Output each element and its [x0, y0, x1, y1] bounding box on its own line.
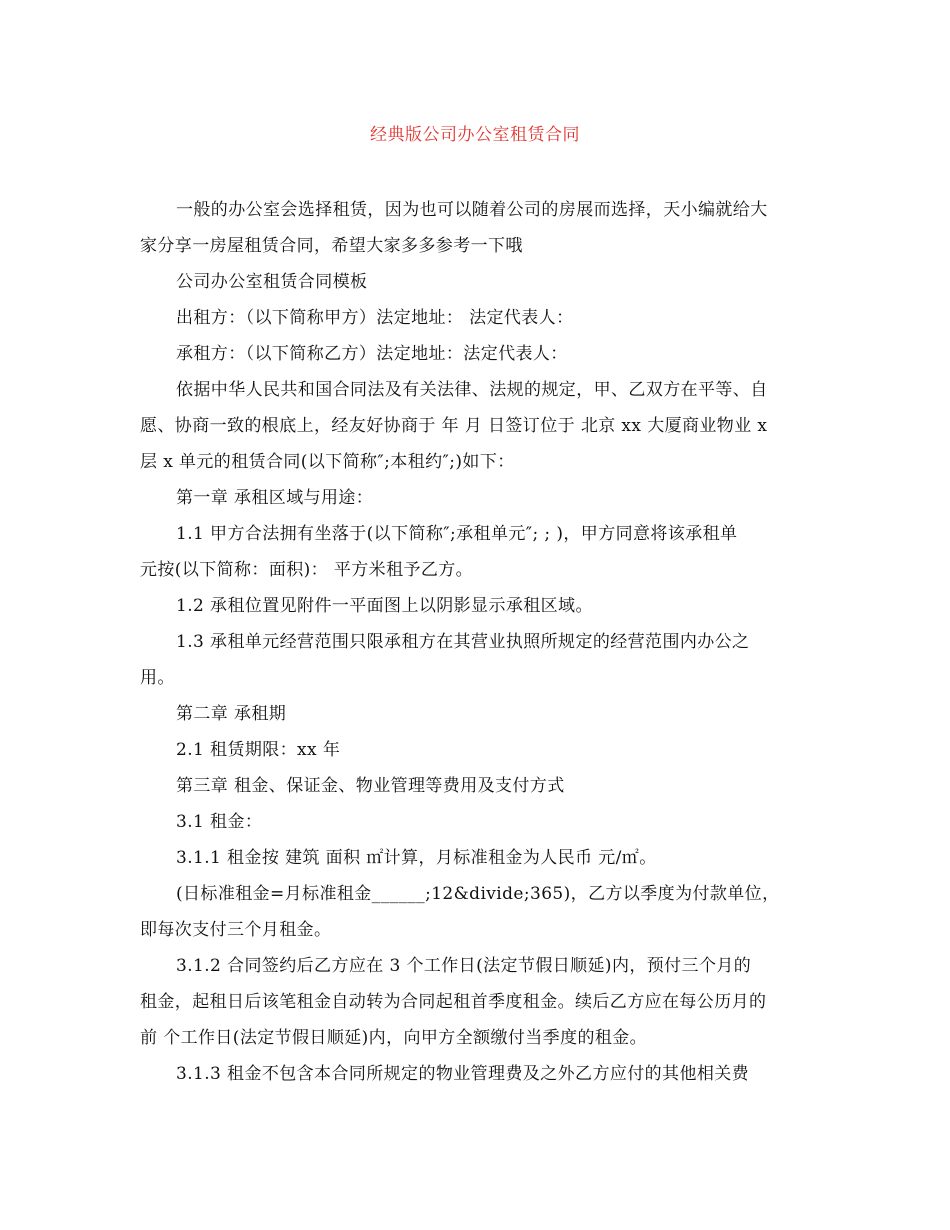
chapter-heading: 第二章 承租期: [176, 704, 287, 724]
section-heading: 公司办公室租赁合同模板: [176, 272, 368, 292]
clause-line: 用。: [140, 668, 175, 688]
body-line: 愿、协商一致的根底上，经友好协商于 年 月 日签订位于 北京 xx 大厦商业物业 x: [140, 416, 768, 436]
body-line: 层 x 单元的租赁合同(以下简称″;本租约″;)如下：: [140, 452, 515, 472]
lessor-line: 出租方：（以下简称甲方）法定地址： 法定代表人：: [176, 308, 574, 328]
document-body: [140, 192, 804, 1092]
clause-line: 1.3 承租单元经营范围只限承租方在其营业执照所规定的经营范围内办公之: [176, 632, 750, 652]
chapter-heading: 第三章 租金、保证金、物业管理等费用及支付方式: [176, 776, 565, 796]
clause-line: 3.1.1 租金按 建筑 面积 ㎡计算，月标准租金为人民币 元/㎡。: [176, 848, 657, 868]
clause-line: 元按(以下简称：面积)： 平方米租予乙方。: [140, 560, 474, 580]
clause-line: 1.1 甲方合法拥有坐落于(以下简称″;承租单元″; ; )，甲方同意将该承租单: [176, 524, 738, 544]
clause-line: 3.1 租金：: [176, 812, 263, 832]
document-title: 经典版公司办公室租赁合同: [370, 125, 580, 145]
clause-line: (日标准租金=月标准租金______;12&divide;365)，乙方以季度为付款单位，: [176, 884, 780, 904]
body-line: 家分享一房屋租赁合同，希望大家多多参考一下哦: [140, 236, 523, 256]
chapter-heading: 第一章 承租区域与用途：: [176, 488, 374, 508]
clause-line: 3.1.3 租金不包含本合同所规定的物业管理费及之外乙方应付的其他相关费: [176, 1064, 750, 1084]
body-line: 依据中华人民共和国合同法及有关法律、法规的规定，甲、乙双方在平等、自: [176, 380, 768, 400]
clause-line: 1.2 承租位置见附件一平面图上以阴影显示承租区域。: [176, 596, 593, 616]
clause-line: 3.1.2 合同签约后乙方应在 3 个工作日(法定节假日顺延)内，预付三个月的: [176, 956, 752, 976]
body-line: 一般的办公室会选择租赁，因为也可以随着公司的房展而选择，天小编就给大: [176, 200, 768, 220]
lessee-line: 承租方：（以下简称乙方）法定地址：法定代表人：: [176, 344, 568, 364]
clause-line: 租金，起租日后该笔租金自动转为合同起租首季度租金。续后乙方应在每公历月的: [140, 992, 767, 1012]
clause-line: 前 个工作日(法定节假日顺延)内，向甲方全额缴付当季度的租金。: [140, 1028, 648, 1048]
clause-line: 2.1 租赁期限：xx 年: [176, 740, 341, 760]
clause-line: 即每次支付三个月租金。: [140, 920, 332, 940]
